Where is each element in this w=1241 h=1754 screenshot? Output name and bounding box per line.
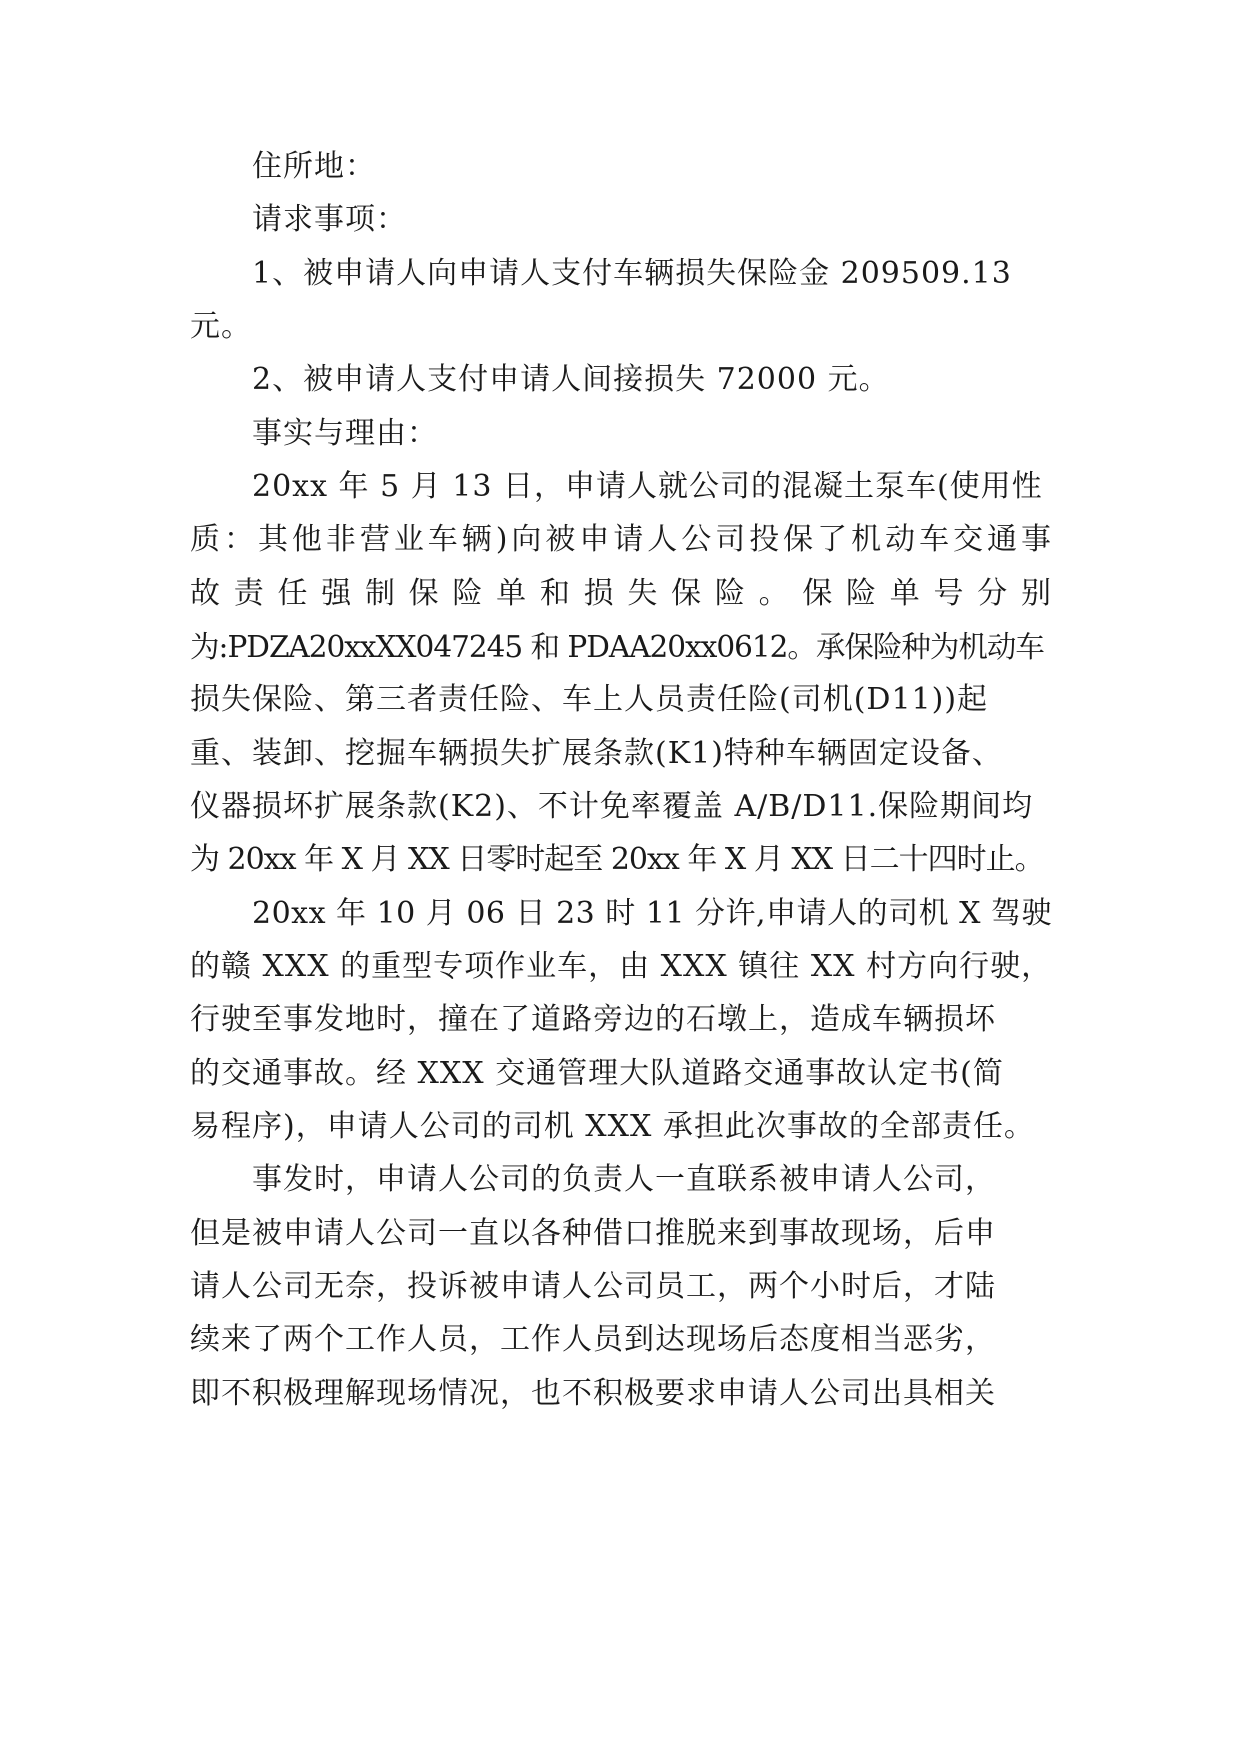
facts-p3-line-4: 续来了两个工作人员，工作人员到达现场后态度相当恶劣， bbox=[190, 1322, 996, 1357]
claim-2: 2、被申请人支付申请人间接损失 72000 元。 bbox=[252, 362, 890, 397]
facts-p1-line-7: 仪器损坏扩展条款(K2)、不计免率覆盖 A/B/D11.保险期间均 bbox=[190, 789, 1034, 824]
facts-p1-line-4: 为:PDZA20xxXX047245 和 PDAA20xx0612。承保险种为机动车 bbox=[190, 630, 1044, 664]
facts-p2-line-2: 的赣 XXX 的重型专项作业车，由 XXX 镇往 XX 村方向行驶， bbox=[190, 949, 1053, 984]
claim-1-line-2: 元。 bbox=[190, 309, 252, 344]
facts-p3-line-3: 请人公司无奈，投诉被申请人公司员工，两个小时后，才陆 bbox=[190, 1269, 996, 1304]
claim-1-line-1: 1、被申请人向申请人支付车辆损失保险金 209509.13 bbox=[252, 256, 1012, 291]
facts-p3-line-5: 即不积极理解现场情况，也不积极要求申请人公司出具相关 bbox=[190, 1376, 996, 1411]
claims-heading: 请求事项： bbox=[252, 202, 407, 237]
facts-p3-line-1: 事发时，申请人公司的负责人一直联系被申请人公司， bbox=[252, 1162, 996, 1197]
facts-p1-line-2: 质：其他非营业车辆)向被申请人公司投保了机动车交通事 bbox=[190, 522, 1052, 557]
facts-p2-line-4: 的交通事故。经 XXX 交通管理大队道路交通事故认定书(简 bbox=[190, 1056, 1004, 1091]
facts-heading: 事实与理由： bbox=[252, 416, 438, 451]
facts-p2-line-3: 行驶至事发地时，撞在了道路旁边的石墩上，造成车辆损坏 bbox=[190, 1002, 996, 1037]
address-label: 住所地： bbox=[252, 149, 376, 184]
facts-p1-line-5: 损失保险、第三者责任险、车上人员责任险(司机(D11))起 bbox=[190, 682, 989, 717]
facts-p1-line-6: 重、装卸、挖掘车辆损失扩展条款(K1)特种车辆固定设备、 bbox=[190, 736, 1003, 771]
facts-p2-line-1: 20xx 年 10 月 06 日 23 时 11 分许,申请人的司机 X 驾驶 bbox=[252, 896, 1052, 931]
facts-p1-line-1: 20xx 年 5 月 13 日，申请人就公司的混凝土泵车(使用性 bbox=[252, 469, 1043, 504]
facts-p2-line-5: 易程序)，申请人公司的司机 XXX 承担此次事故的全部责任。 bbox=[190, 1109, 1035, 1144]
facts-p1-line-8: 为 20xx 年 X 月 XX 日零时起至 20xx 年 X 月 XX 日二十四时止。 bbox=[190, 842, 1044, 877]
facts-p3-line-2: 但是被申请人公司一直以各种借口推脱来到事故现场，后申 bbox=[190, 1216, 996, 1251]
facts-p1-line-3: 故责任强制保险单和损失保险。保险单号分别 bbox=[190, 576, 1052, 611]
